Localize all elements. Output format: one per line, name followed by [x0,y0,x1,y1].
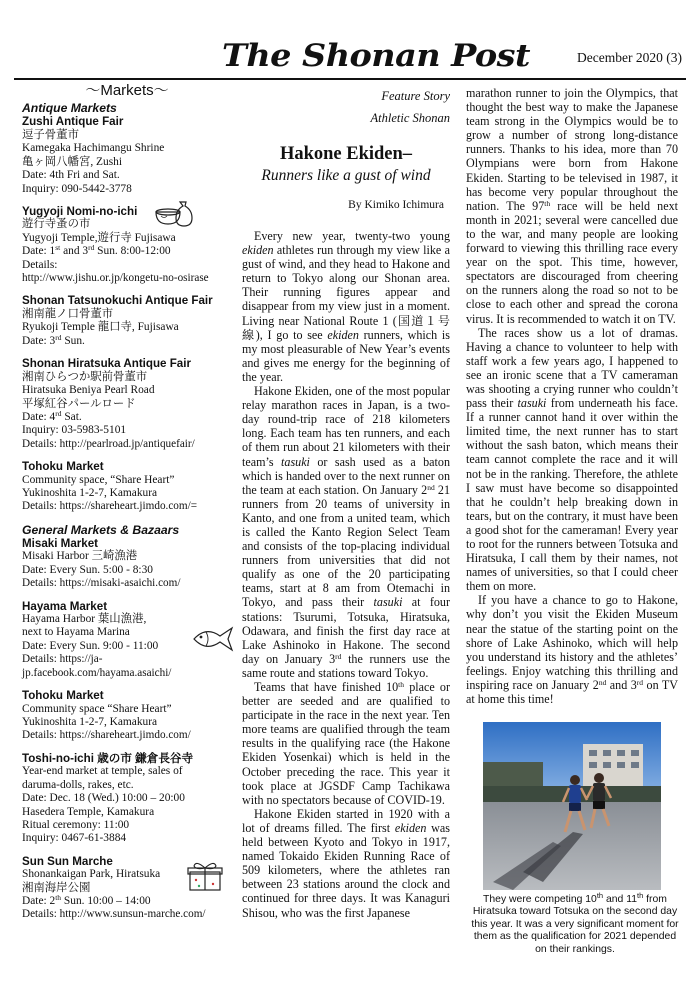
article-column-1 [242,82,450,920]
market-line: Date: Dec. 18 (Wed.) 10:00 – 20:00 [22,792,185,805]
market-line: Date: Every Sun. 5:00 - 8:30 [22,563,153,576]
paragraph: Hakone Ekiden, one of the most popular relay marathon races in Japan, is a two-day round-trip race of 218 kilometers long. Each team has ten runners, and each of them run about 21 kilometers with their team’s tasuki or sash used as a baton which is handed over to the next runner on the team at each station. On January 2nd 21 runners from 20 teams of university in Kanto, and one from a united team, which is called the Kanto Region Select Team and consists of the top-placing individual runners from universities that did not qualify as one of the 20 participating teams, start at 8 am from Otemachi in Tokyo, and pass their tasuki at four stations: Tsurumi, Totsuka, Hiratsuka, Odawara, and finish the first day race at Lake Ashinoko in Hakone. The second day on January 3rd the runners use the same route and stations toward Tokyo. [242,384,451,680]
market-line: Year-end market at temple, sales of [22,765,183,778]
market-link[interactable]: jp.facebook.com/hayama.asaichi/ [22,666,172,679]
market-line: Date: Every Sun. 9:00 - 11:00 [22,639,159,652]
market-link[interactable]: Details: https://shareheart.jimdo.com/ [22,729,191,742]
market-line: 平塚紅谷パールロード [22,397,136,410]
article-byline: By Kimiko Ichimura [348,199,444,211]
market-line: Date: 2th Sun. 10:00 – 14:00 [22,893,151,908]
market-name: Shonan Hiratsuka Antique Fair [22,357,191,371]
market-line: 逗子骨董市 [22,128,79,141]
market-link[interactable]: Details: http://pearlroad.jp/antiquefair/ [22,437,195,450]
market-link[interactable]: http://www.jishu.or.jp/kongetu-no-osirase [22,272,209,285]
market-line: Date: 4rd Sat. [22,408,82,423]
market-entry [22,537,232,591]
market-line: Yugyoji Temple,遊行寺 Fujisawa [22,231,176,244]
market-link[interactable]: Details: https://misaki-asaichi.com/ [22,577,181,590]
article-column-2 [466,86,678,706]
paragraph: The races show us a lot of dramas. Having a chance to volunteer to help with staff work a few years ago, I happened to see an ironic scene that a TV cameraman was shooting a crying runner who couldn’t pass their tasuki from underneath his face. If a runner cannot hand it over within the limited time, the next runner has to start without the sash baton, which means their team cannot complete the race and it will not be in the ranking. Therefore, the athlete I saw must have become so disappointed that he couldn’t help breaking down in tears, but on the contrary, it must have been a good shot for the cameraman! Every year to root for the runners between Totsuka and Hiratsuka, I call them by their names, not names of universities, so that I could cheer them on more. [466,325,678,594]
markets-column [22,82,232,931]
fish-icon [188,624,236,654]
runners-photo [483,722,661,890]
market-link[interactable]: Details: https://ja- [22,653,103,666]
market-entry [22,115,232,196]
market-line: 亀ヶ岡八幡宮, Zushi [22,155,122,168]
market-name: Tohoku Market [22,689,104,703]
article-subheadline: Runners like a gust of wind [261,167,431,184]
photo-caption: They were competing 10th and 11th from Hiratsuka toward Totsuka on the second day this year. It was a very significant moment for them as the qualification for 2021 depended on their rankings. [471,891,679,955]
market-line: Hiratsuka Beniya Pearl Road [22,384,155,397]
paragraph: If you have a chance to go to Hakone, why don’t you visit the Ekiden Museum near the statue of the starting point on the shore of Lake Ashinoko, which will help you understand its history and the athletes’ feelings. Enjoy watching this thrilling and inspiring race on January 2nd and 3rd on TV at home this time! [466,593,679,707]
market-line: Date: 1st and 3rd Sun. 8:00-12:00 [22,243,171,258]
feature-sublabel: Athletic Shonan [370,111,450,125]
market-entry [22,294,232,348]
paragraph: Every new year, twenty-two young ekiden athletes run through my view like a gust of wind, and they head to Hakone and return to Tokyo along our Shonan area. Their running figures appear and disappear from my view just in a moment. Living near National Route 1 (国道１号線), I go to see ekiden runners, which is my most pleasurable of New Year’s events and gives me energy for the beginning of the year. [242,229,450,384]
market-line: Details: [22,258,58,271]
market-entry [22,752,232,846]
market-line: Inquiry: 090-5442-3778 [22,182,132,195]
newspaper-title: The Shonan Post [222,38,530,74]
market-name: Toshi-no-ichi 歳の市 鎌倉長谷寺 [22,751,194,765]
market-entry [22,205,232,286]
market-line: 湘南海岸公園 [22,881,91,894]
article-headline: Hakone Ekiden– [279,144,413,164]
market-line: Hasedera Temple, Kamakura [22,805,155,818]
sake-set-icon [152,196,196,232]
market-line: Ritual ceremony: 11:00 [22,818,130,831]
market-line: Inquiry: 0467-61-3884 [22,832,127,845]
market-line: Community space “Share Heart” [22,702,172,715]
markets-heading: 〜Markets〜 [85,82,169,99]
masthead [14,28,686,78]
masthead-rule [14,78,686,80]
market-line: Kamegaka Hachimangu Shrine [22,142,165,155]
issue-date: December 2020 (3) [577,50,682,65]
feature-label: Feature Story [381,89,450,103]
market-name: Zushi Antique Fair [22,115,124,129]
market-link[interactable]: Details: https://shareheart.jimdo.com/= [22,500,198,513]
market-line: Shonankaigan Park, Hiratsuka [22,868,161,881]
market-line: 遊行寺蚤の市 [22,218,91,231]
market-name: Sun Sun Marche [22,854,113,868]
market-entry [22,357,232,451]
market-line: Misaki Harbor 三崎漁港 [22,550,138,563]
market-name: Hayama Market [22,599,108,613]
paragraph: Hakone Ekiden started in 1920 with a lot of dreams filled. The first ekiden was held between Kyoto and Tokyo in 1917, named Tokaido Ekiden Running Race of 509 kilometers, where the athletes ran between 23 stations around the clock and continued for three days. It was Kanaguri Shisou, who was the first Japanese [242,806,450,920]
market-name: Yugyoji Nomi-no-ichi [22,204,138,218]
market-entry [22,689,232,743]
paragraph: Teams that have finished 10th place or better are seeded and are qualified to participate in the race in the next year. Ten more teams are qualified through the team results in the qualifying race (the Hakone Ekiden Yosenkai) which is held in the October preceding the race. This year it took place at JGSDF Camp Tachikawa with no spectators because of COVID-19. [242,680,450,807]
market-line: Hayama Harbor 葉山漁港, [22,613,147,626]
market-line: Community space, “Share Heart” [22,473,175,486]
category-heading: Antique Markets [22,101,117,116]
category-heading: General Markets & Bazaars [22,522,180,537]
market-line: Inquiry: 03-5983-5101 [22,424,127,437]
market-line: next to Hayama Marina [22,626,130,639]
market-link[interactable]: Details: http://www.sunsun-marche.com/ [22,908,206,921]
market-line: Date: 3rd Sun. [22,332,85,347]
market-line: Yukinoshita 1-2-7, Kamakura [22,716,158,728]
market-line: Ryukoji Temple 龍口寺, Fujisawa [22,321,179,334]
market-name: Misaki Market [22,536,99,550]
market-line: Yukinoshita 1-2-7, Kamakura [22,487,158,500]
market-name: Tohoku Market [22,460,104,474]
gift-box-icon [186,860,226,894]
market-entry [22,460,232,514]
market-line: 湘南龍ノ口骨董市 [22,307,114,320]
market-line: 湘南ひらつか駅前骨董市 [22,370,148,383]
paragraph: marathon runner to join the Olympics, that thought the best way to make the Japanese team strong in the Olympics would be to grow a number of strong long-distance runners. Thanks to his idea, more than 70 Olympians were born from Hakone Ekiden. Starting to be televised in 1987, it has become very popular throughout the nation. The 97th race will be held next month in 2021; several were cancelled due to the war, and many people are looking forward to viewing this thrilling race every year on the spot. This time, however, spectators are discouraged from cheering on the runners along the road so not to be close to each other and spread the corona virus. It is recommended to watch it on TV. [466,86,678,326]
market-line: Date: 4th Fri and Sat. [22,169,120,182]
market-name: Shonan Tatsunokuchi Antique Fair [22,294,213,308]
market-line: daruma-dolls, rakes, etc. [22,778,134,791]
article-body [242,229,450,920]
